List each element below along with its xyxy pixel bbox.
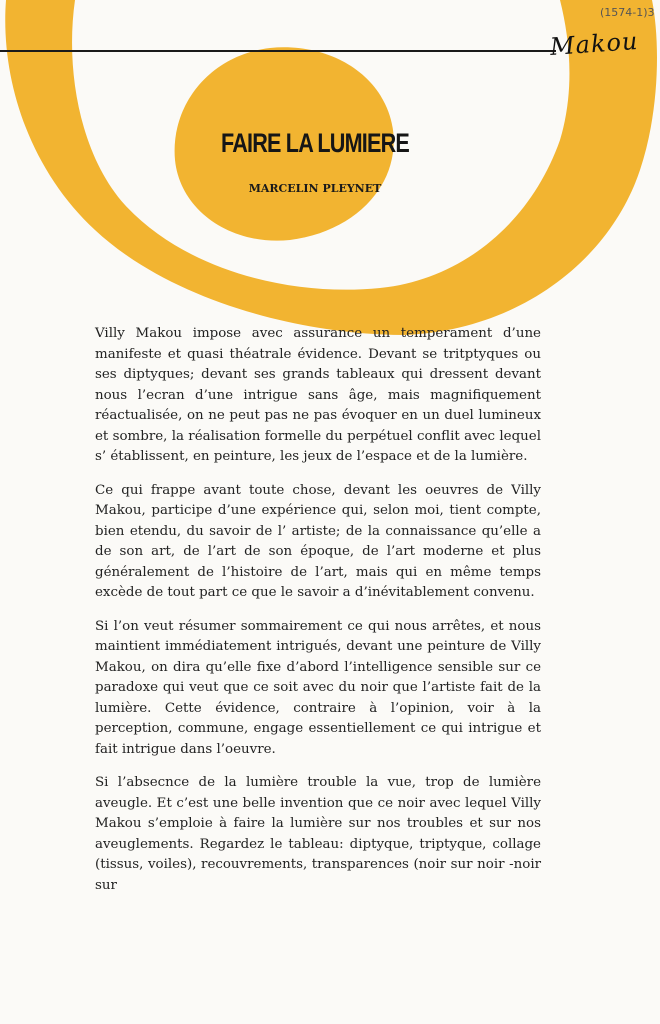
artist-signature: Makou: [549, 26, 640, 62]
paragraph: Si l’on veut résumer sommairement ce qui nous arrêtes, et nous maintient immédiatement intrigués, devant une peinture de Villy Makou, on dira qu’elle fixe d’abord l’intelligence sensible sur ce paradoxe qui veut que ce soit avec du noir que l’artiste fait de la lumière. Cette évidence, contraire à l’opinion, voir à la perception, commune, engage essentiellement ce qui intrigue et fait intrigue dans l’oeuvre.: [95, 618, 541, 757]
archive-code: (1574-1)3: [600, 6, 655, 19]
article-body: [95, 324, 541, 909]
article-author: MARCELIN PLEYNET: [248, 182, 382, 195]
article-title: FAIRE LA LUMIERE: [220, 128, 409, 158]
header-rule: [0, 50, 556, 52]
paragraph: Si l’absecnce de la lumière trouble la vue, trop de lumière aveugle. Et c’est une belle invention que ce noir avec lequel Villy Makou s’emploie à faire la lumière sur nos troubles et sur nos aveuglements. Regardez le tableau: diptyque, triptyque, collage (tissus, voiles), recouvrements, transparences (noir sur noir -noir sur: [95, 775, 541, 893]
paragraph: Ce qui frappe avant toute chose, devant les oeuvres de Villy Makou, participe d’une expérience qui, selon moi, tient compte, bien etendu, du savoir de l’ artiste; de la connaissance qu’elle a de son art, de l’art de son époque, de l’art moderne et plus généralement de l’histoire de l’art, mais qui en même temps excède de tout part ce que le savoir a d’inévitablement convenu.: [95, 482, 541, 600]
paragraph: Villy Makou impose avec assurance un temperament d’une manifeste et quasi théatrale évidence. Devant se tritptyques ou ses diptyques; devant ses grands tableaux qui dressent devant nous l’ecran d’une intrigue sans âge, mais magnifiquement réactualisée, on ne peut pas ne pas évoquer en un duel lumineux et sombre, la réalisation formelle du perpétuel conflit avec lequel s’ établissent, en peinture, les jeux de l’espace et de la lumière.: [95, 326, 541, 464]
